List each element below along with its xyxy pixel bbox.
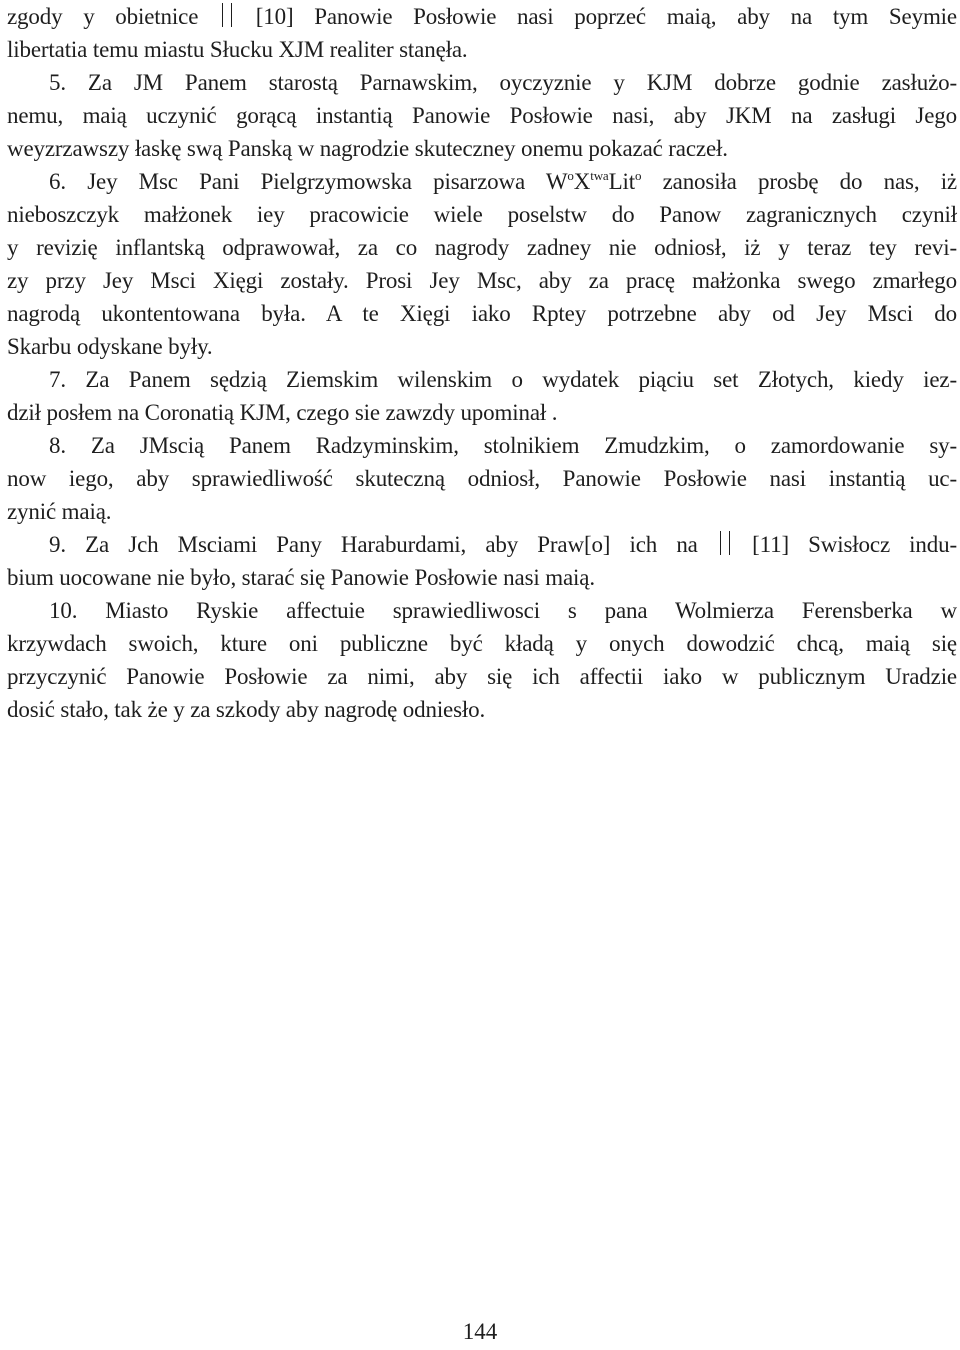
text-fragment: 6. Jey Msc Pani Pielgrzymowska pisarzowa W <box>49 169 568 194</box>
text-line <box>7 0 957 33</box>
superscript: o <box>634 168 642 183</box>
superscript: twa <box>590 168 609 183</box>
text-line: y revizię inflantską odprawował, za co nagrody zadney nie odniosł, iż y teraz tey revi- <box>7 235 957 260</box>
text-fragment: X <box>573 169 591 194</box>
text-line: libertatia temu miastu Słucku XJM realiter stanęła. <box>7 37 468 62</box>
text-fragment: 9. Za Jch Msciami Pany Haraburdami, aby Praw[o] ich na <box>49 532 698 557</box>
page-number: 144 <box>462 1319 498 1344</box>
superscript: o <box>567 168 574 183</box>
text-line: 5. Za JM Panem starostą Parnawskim, oyczyznie y KJM dobrze godnie zasłużo- <box>49 70 957 95</box>
text-line: dosić stało, tak że y za szkody aby nagrodę odniesło. <box>7 697 486 722</box>
text-line: krzywdach swoich, kture oni publiczne być kładą y onych dowodzić chcą, maią się <box>7 631 957 656</box>
text-line: nagrodą ukontentowana była. A te Xięgi iako Rptey potrzebne aby od Jey Msci do <box>7 301 957 326</box>
text-line: zynić maią. <box>7 499 112 524</box>
text-line: 8. Za JMscią Panem Radzyminskim, stolnikiem Zmudzkim, o zamordowanie sy- <box>49 433 957 458</box>
text-line <box>7 528 957 561</box>
text-fragment: zgody y obietnice <box>7 4 199 29</box>
text-line: weyzrzawszy łaskę swą Panską w nagrodzie skuteczney onemu pokazać raczeł. <box>7 136 728 161</box>
text-line: 10. Miasto Ryskie affectuie sprawiedliwosci s pana Wolmierza Ferensberka w <box>49 598 957 623</box>
page-break-marker <box>720 531 730 555</box>
text-fragment: Lit <box>608 169 635 194</box>
text-line: dził posłem na Coronatią KJM, czego sie zawzdy upominał . <box>7 400 558 425</box>
text-fragment: zanosiła prosbę do nas, iż <box>641 169 957 194</box>
text-line: nemu, maią uczynić gorącą instantią Panowie Posłowie nasi, aby JKM na zasługi Jego <box>7 103 957 128</box>
text-line: Skarbu odyskane były. <box>7 334 213 359</box>
page-break-marker <box>222 3 232 27</box>
text-line: nieboszczyk małżonek iey pracowicie wiele poselstw do Panow zagranicznych czynił <box>7 202 957 227</box>
text-line: bium uocowane nie było, starać się Panowie Posłowie nasi maią. <box>7 565 595 590</box>
text-fragment: [10] Panowie Posłowie nasi poprzeć maią, aby na tym Seymie <box>255 4 957 29</box>
text-line: 7. Za Panem sędzią Ziemskim wilenskim o wydatek piąciu set Złotych, kiedy iez- <box>49 367 957 392</box>
text-line: now iego, aby sprawiedliwość skuteczną odniosł, Panowie Posłowie nasi instantią uc- <box>7 466 957 491</box>
text-line <box>7 165 957 198</box>
text-line: zy przy Jey Msci Xięgi zostały. Prosi Jey Msc, aby za pracę małżonka swego zmarłego <box>7 268 957 293</box>
text-line: przyczynić Panowie Posłowie za nimi, aby się ich affectii iako w publicznym Uradzie <box>7 664 957 689</box>
text-fragment: [11] Swisłocz indu- <box>752 532 957 557</box>
